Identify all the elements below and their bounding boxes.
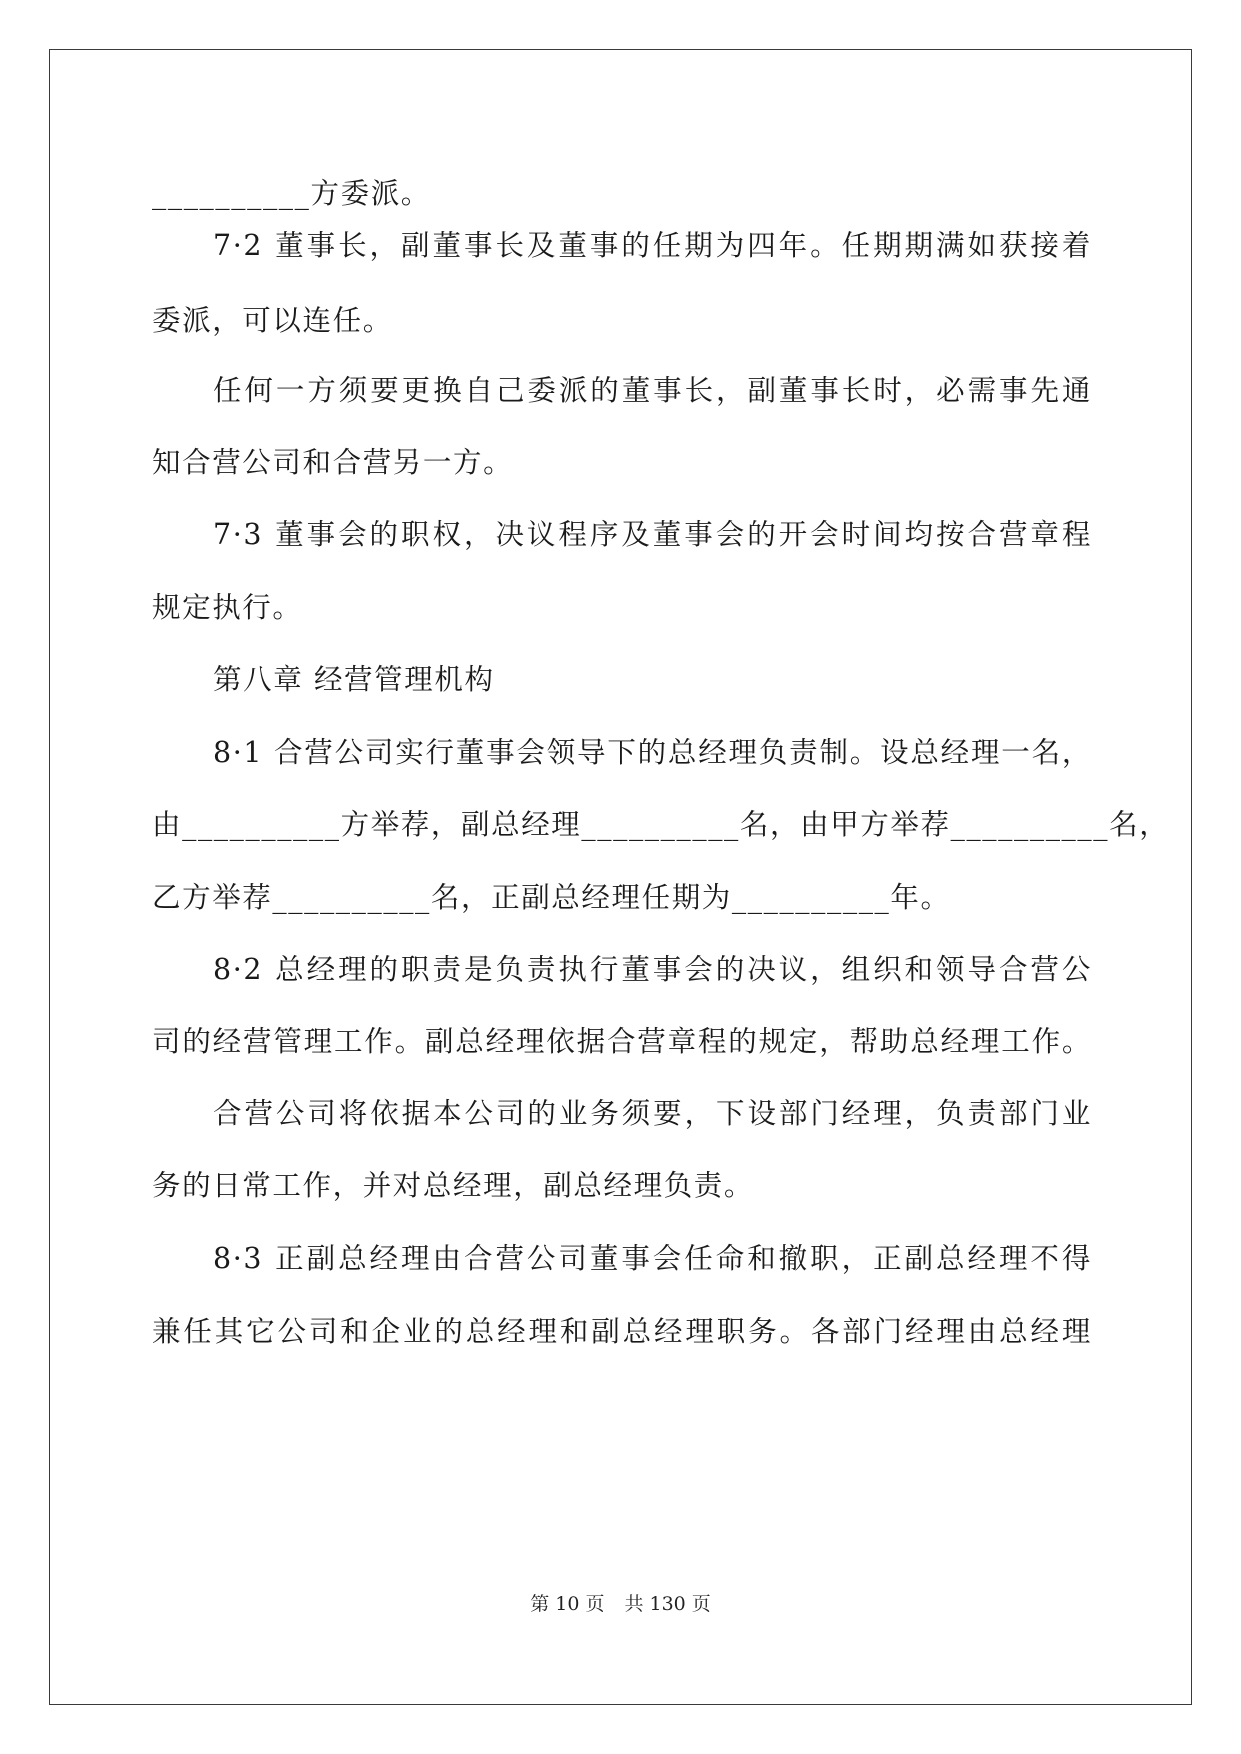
chapter-heading: 第八章 经营管理机构 — [213, 663, 495, 696]
text-line-1: __________方委派。 — [152, 177, 431, 210]
text-line-13: 司的经营管理工作。副总经理依据合营章程的规定，帮助总经理工作。 — [152, 1025, 1092, 1058]
text-line-14: 合营公司将依据本公司的业务须要，下设部门经理，负责部门业 — [213, 1097, 1092, 1130]
text-line-2: 7·2 董事长，副董事长及董事的任期为四年。任期期满如获接着 — [213, 229, 1092, 262]
text-line-11: 乙方举荐__________名，正副总经理任期为__________年。 — [152, 881, 951, 914]
text-line-7: 规定执行。 — [152, 591, 303, 624]
text-line-3: 委派，可以连任。 — [152, 304, 393, 337]
text-line-15: 务的日常工作，并对总经理，副总经理负责。 — [152, 1169, 755, 1202]
text-line-12: 8·2 总经理的职责是负责执行董事会的决议，组织和领导合营公 — [213, 953, 1092, 986]
text-line-16: 8·3 正副总经理由合营公司董事会任命和撤职，正副总经理不得 — [213, 1242, 1092, 1275]
text-line-10: 由__________方举荐，副总经理__________名，由甲方举荐__________名， — [152, 808, 1170, 841]
text-line-9: 8·1 合营公司实行董事会领导下的总经理负责制。设总经理一名， — [213, 736, 1092, 769]
text-line-5: 知合营公司和合营另一方。 — [152, 446, 514, 479]
text-line-17: 兼任其它公司和企业的总经理和副总经理职务。各部门经理由总经理 — [152, 1315, 1092, 1348]
page-number: 第 10 页 — [530, 1593, 605, 1615]
page-footer — [0, 1591, 1241, 1617]
text-line-6: 7·3 董事会的职权，决议程序及董事会的开会时间均按合营章程 — [213, 518, 1092, 551]
page-total: 共 130 页 — [624, 1593, 711, 1615]
text-line-4: 任何一方须要更换自己委派的董事长，副董事长时，必需事先通 — [213, 374, 1092, 407]
